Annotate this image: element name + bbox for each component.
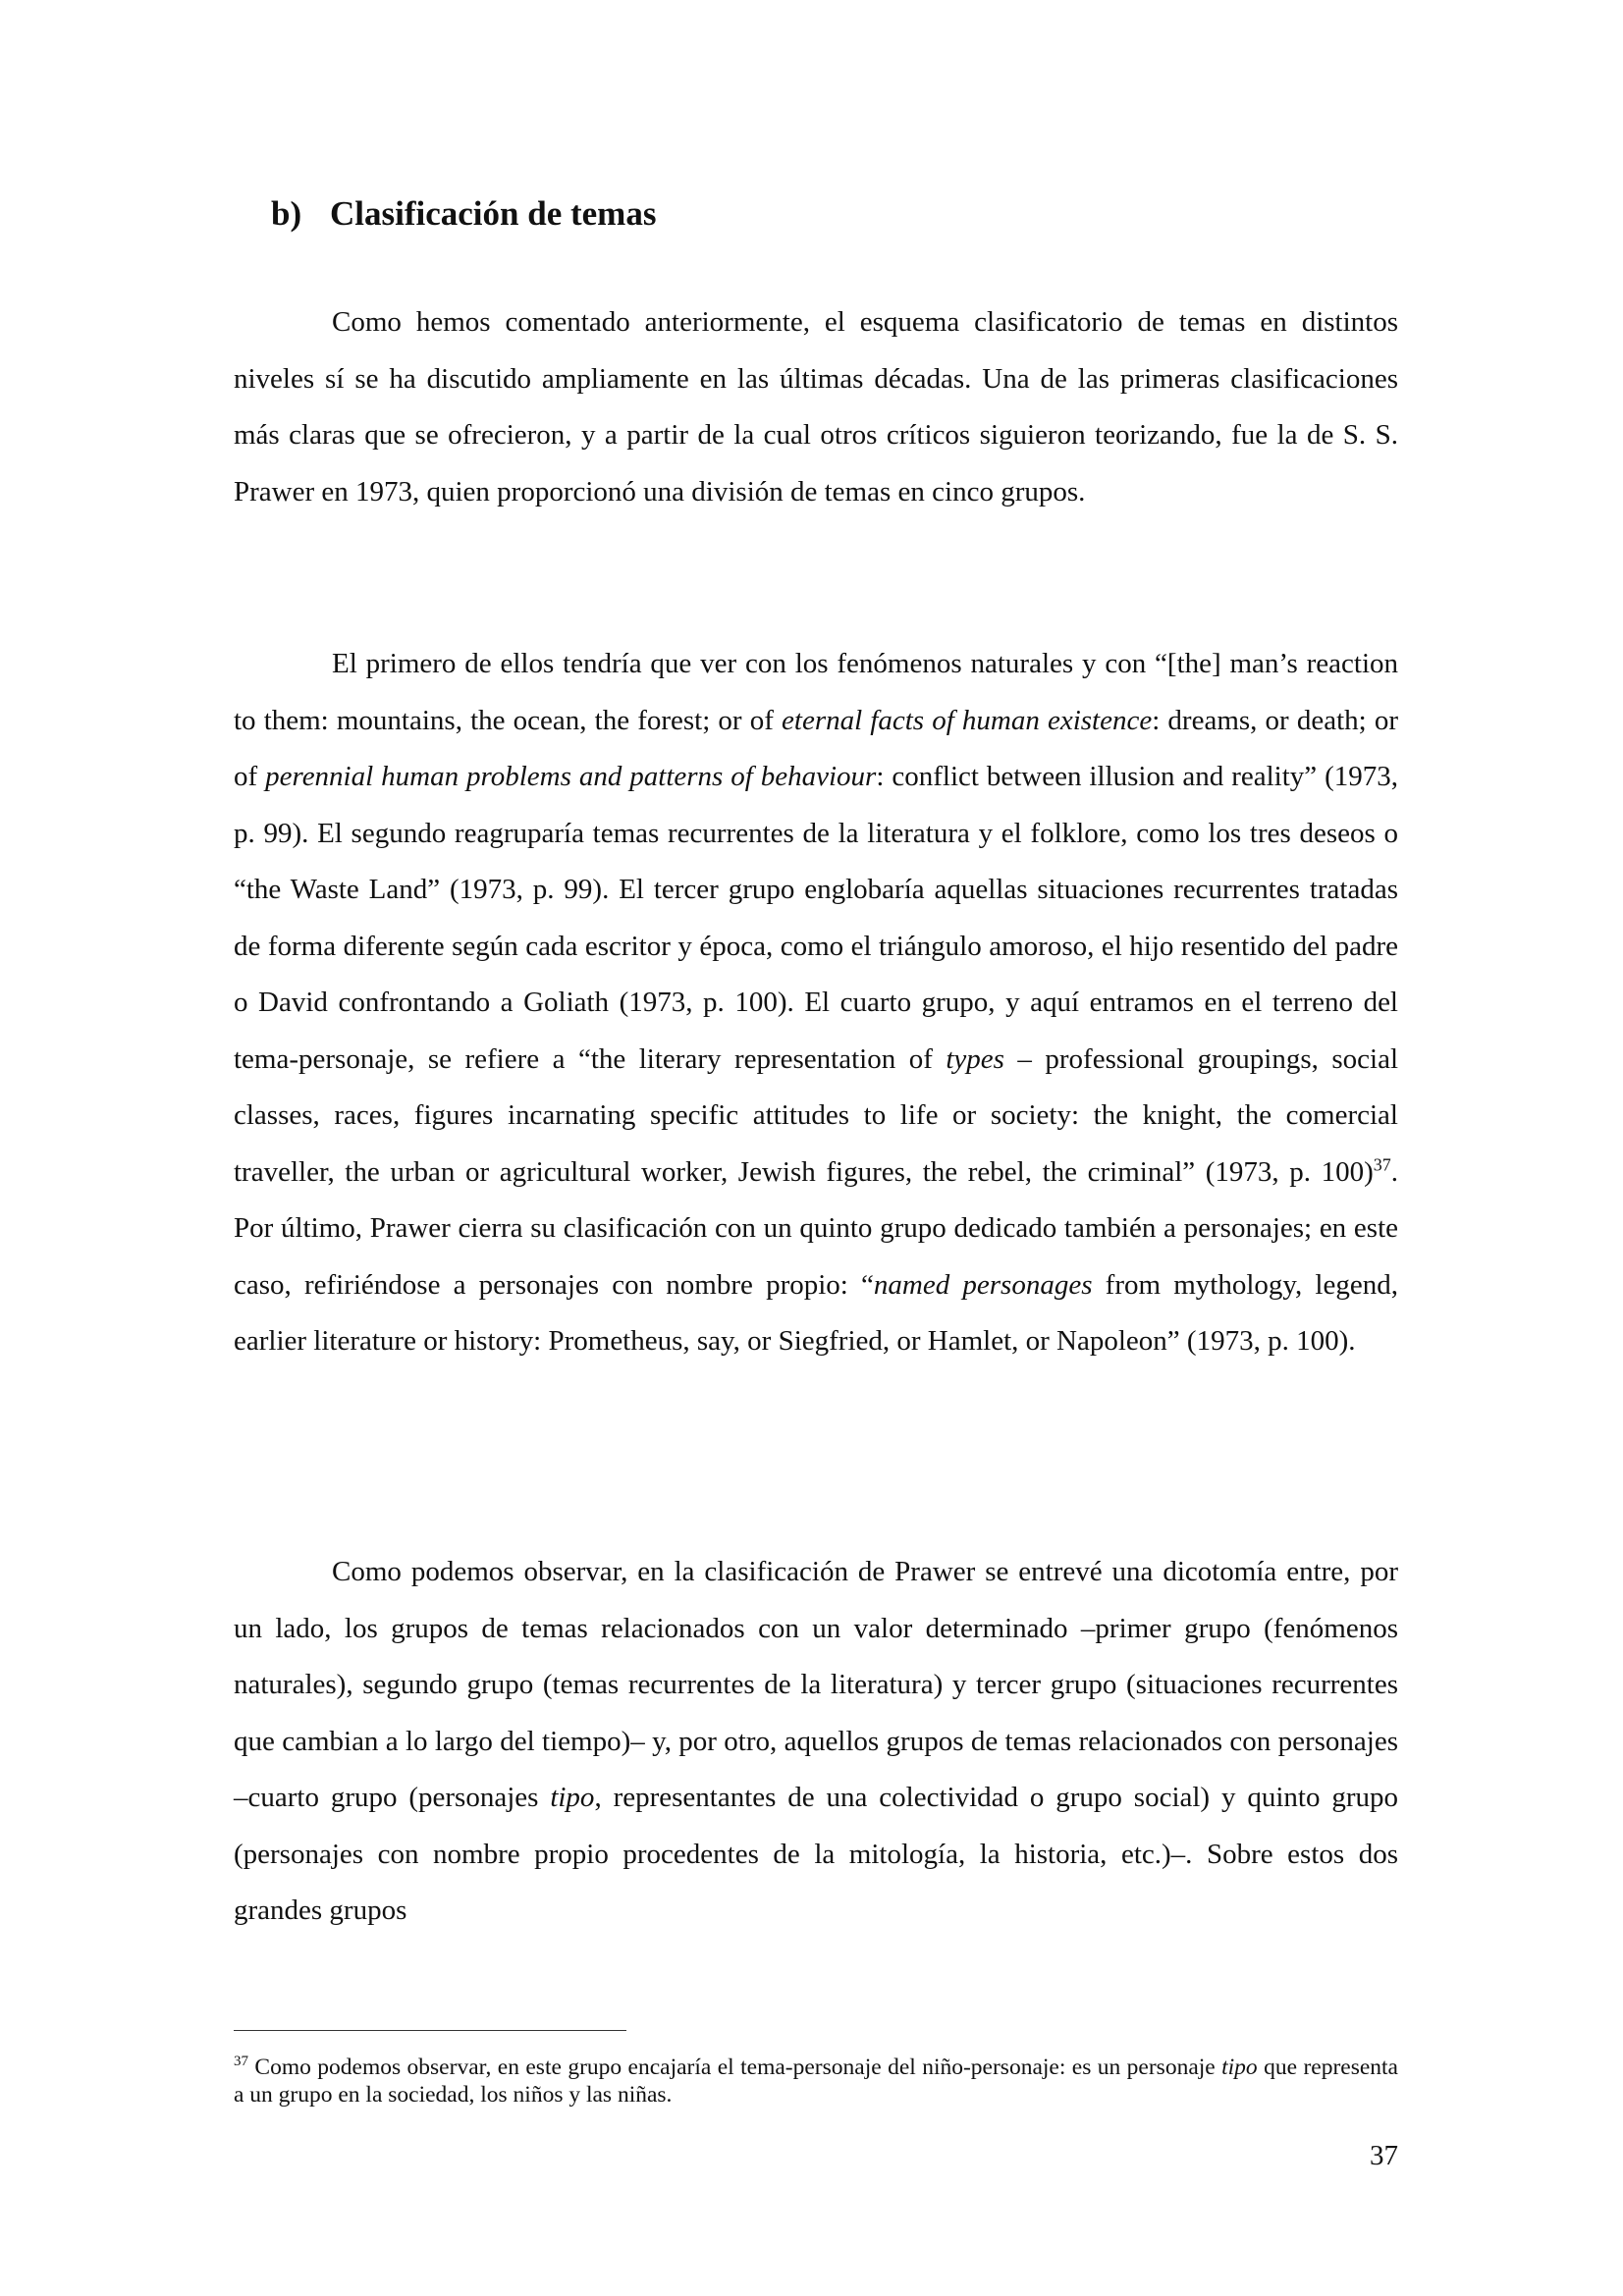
- italic-run: eternal facts of human existence: [782, 704, 1153, 736]
- text-run: Como podemos observar, en la clasificación de Prawer se entrevé una dicotomía entre, por un lado, los grupos de temas relacionados con un valor determinado ‒primer grupo (fenómenos naturales), segundo grupo (temas recurrentes de la literatura) y tercer grupo (situaciones recurrentes que cambian a lo largo del tiempo)‒ y, por otro, aquellos grupos de temas relacionados con personajes ‒cuarto grupo (personajes: [234, 1556, 1398, 1813]
- text-run: – professional groupings, social classes, races, figures incarnating specific attitudes to life or society: the knight, the comercial traveller, the urban or agricultural worker, Jewish figures, the rebel, the criminal” (1973, p. 100): [234, 1042, 1398, 1188]
- page-number: 37: [1370, 2140, 1398, 2171]
- text-run: El primero de ellos tendría que ver con los fenómenos naturales y con “[the] man’s reaction to them: mountains, the ocean, the forest; or of: [234, 648, 1398, 736]
- footnote-reference[interactable]: 37: [1373, 1153, 1391, 1174]
- text-run: Como podemos observar, en este grupo encajaría el tema-personaje del niño-personaje: es un personaje: [248, 2055, 1222, 2080]
- italic-run: perennial human problems and patterns of behaviour: [265, 761, 877, 792]
- italic-run: named personages: [873, 1268, 1093, 1301]
- italic-run: tipo: [550, 1782, 595, 1813]
- section-title: Clasificación de temas: [330, 194, 657, 233]
- footnote: [234, 2054, 1398, 2109]
- section-marker: b): [271, 194, 302, 233]
- italic-run: types: [946, 1042, 1004, 1075]
- text-run: que representa a un grupo en la sociedad, los niños y las niñas.: [234, 2055, 1398, 2108]
- footnote-number: 37: [234, 2054, 248, 2070]
- text-run: : conflict between illusion and reality” (1973, p. 99). El segundo reagruparía temas recurrentes de la literatura y el folklore, como los tres deseos o “the Waste Land” (1973, p. 99). El tercer grupo englobaría aquellas situaciones recurrentes tratadas de forma diferente según cada escritor y época, como el triángulo amoroso, el hijo resentido del padre o David confrontando a Goliath (1973, p. 100). El cuarto grupo, y aquí entramos en el terreno del tema-personaje, se refiere a “the literary representation of: [234, 761, 1399, 1075]
- footnote-separator: [234, 2030, 626, 2031]
- text-run: from mythology, legend, earlier literature or history: Prometheus, say, or Siegfried, or Hamlet, or Napoleon” (1973, p. 100).: [234, 1268, 1398, 1357]
- text-run: , representantes de una colectividad o grupo social) y quinto grupo (personajes con nombre propio procedentes de la mitología, la historia, etc.)‒. Sobre estos dos grandes grupos: [234, 1782, 1398, 1926]
- text-run: . Por último, Prawer cierra su clasificación con un quinto grupo dedicado también a personajes; en este caso, refiriéndose a personajes con nombre propio: “: [234, 1155, 1398, 1301]
- paragraph-3: [234, 1544, 1398, 1940]
- text-run: : dreams, or death; or of: [234, 704, 1398, 792]
- paragraph-2: [234, 636, 1398, 1370]
- paragraph-1: Como hemos comentado anteriormente, el esquema clasificatorio de temas en distintos niveles sí se ha discutido ampliamente en las últimas décadas. Una de las primeras clasificaciones más claras que se ofrecieron, y a partir de la cual otros críticos siguieron teorizando, fue la de S. S. Prawer en 1973, quien proporcionó una división de temas en cinco grupos.: [234, 306, 1398, 507]
- italic-run: tipo: [1221, 2055, 1258, 2080]
- section-heading: [271, 192, 656, 236]
